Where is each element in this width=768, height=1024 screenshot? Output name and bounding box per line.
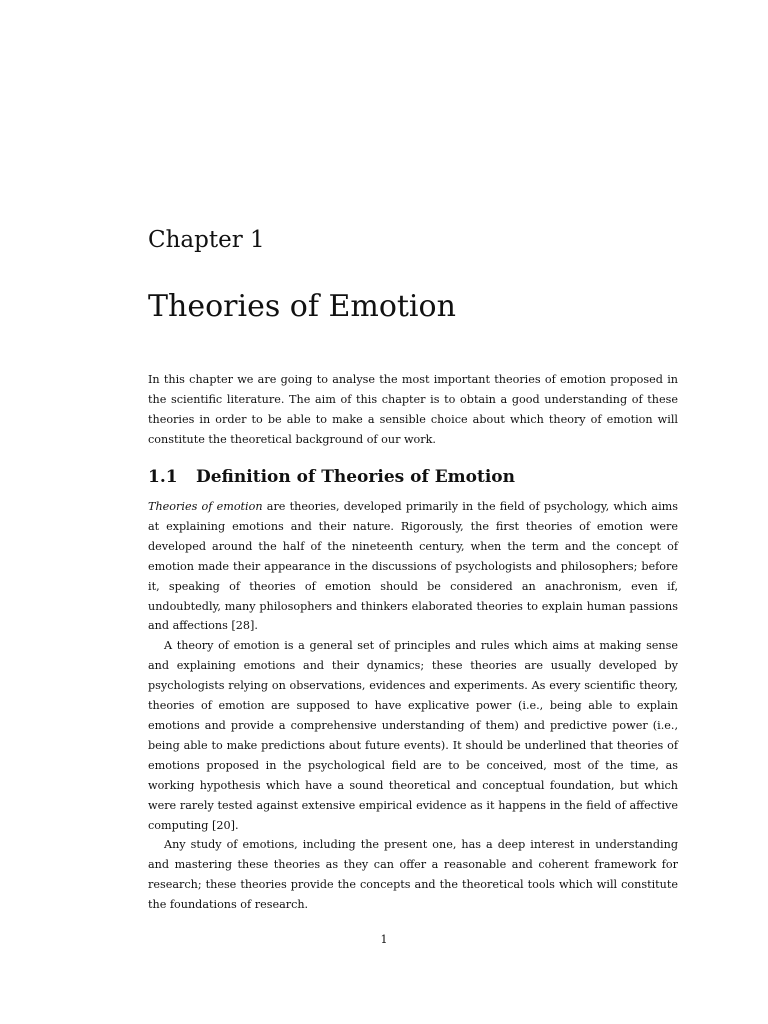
section-body xyxy=(148,497,678,915)
body-paragraph-3: Any study of emotions, including the present one, has a deep interest in understanding and mastering these theories as they can offer a reasonable and coherent framework for research; these theories provide the concepts and the theoretical tools which will constitute the foundations of research. xyxy=(148,838,678,912)
body-paragraph-2: A theory of emotion is a general set of principles and rules which aims at making sense and explaining emotions and their dynamics; these theories are usually developed by psychologists relying on observations, evidences and experiments. As every scientific theory, theories of emotion are supposed to have explicative power (i.e., being able to explain emotions and provide a comprehensive understanding of them) and predictive power (i.e., being able to make predictions about future events). It should be underlined that theories of emotions proposed in the psychological field are to be conceived, most of the time, as working hypothesis which have a sound theoretical and conceptual foundation, but which were rarely tested against extensive empirical evidence as it happens in the field of affective computing [20]. xyxy=(148,639,678,832)
theories-of-emotion-emphasis: Theories of emotion xyxy=(148,500,263,513)
chapter-label: Chapter 1 xyxy=(148,227,265,253)
chapter-title: Theories of Emotion xyxy=(148,289,456,324)
section-heading xyxy=(148,465,678,489)
section-number: 1.1 xyxy=(148,467,178,487)
section-title: Definition of Theories of Emotion xyxy=(196,467,515,487)
body-paragraph-1-text: are theories, developed primarily in the field of psychology, which aims at explaining emotions and their nature. Rigorously, the first theories of emotion were developed around the half of the nineteenth century, when the term and the concept of emotion made their appearance in the discussions of psychologists and philosophers; before it, speaking of theories of emotion should be considered an anachronism, even if, undoubtedly, many philosophers and thinkers elaborated theories to explain human passions and affections [28]. xyxy=(148,500,679,633)
page-number: 1 xyxy=(380,933,388,946)
intro-paragraph: In this chapter we are going to analyse the most important theories of emotion proposed in the scientific literature. The aim of this chapter is to obtain a good understanding of these theories in order to be able to make a sensible choice about which theory of emotion will constitute the theoretical background of our work. xyxy=(148,373,678,446)
body-paragraph-1 xyxy=(148,497,678,636)
